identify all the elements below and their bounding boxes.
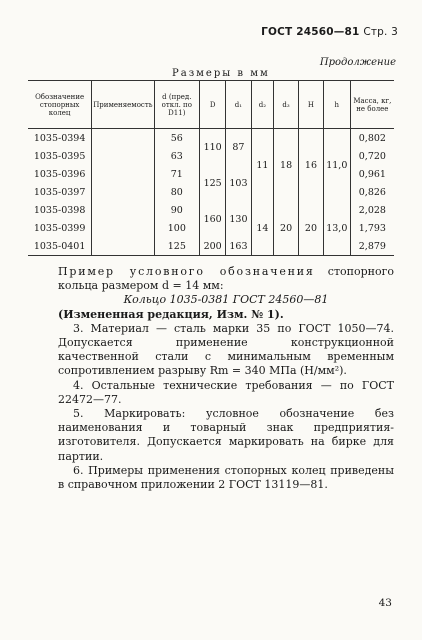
col-mass: Масса, кг, не более: [350, 81, 394, 129]
cell-d3: 18: [274, 129, 299, 202]
cell-D: 200: [200, 237, 226, 256]
col-applicability: Применяемость: [92, 81, 154, 129]
paragraph-5: 5. Маркировать: условное обозначение без наименования и товарный знак предприятия-изготовителя. Допускается маркировать на бирке для партии.: [58, 407, 394, 463]
cell-mass: 0,826: [350, 183, 394, 201]
cell-d: 56: [154, 129, 200, 148]
cell-d1: 103: [226, 165, 251, 201]
cell-designation: 1035-0397: [33, 186, 86, 198]
cell-mass: 2,028: [350, 201, 394, 219]
cell-designation: 1035-0395: [33, 150, 86, 162]
ring-dimensions-table: [28, 80, 394, 256]
table-header-row: [28, 81, 394, 129]
cell-designation: 1035-0394: [33, 132, 86, 144]
cell-D: 160: [200, 201, 226, 237]
table-row: [28, 201, 394, 219]
example-dim: d = 14 мм:: [162, 279, 224, 293]
cell-mass: 0,802: [350, 129, 394, 148]
cell-applicability: [92, 237, 154, 256]
paragraph-4: 4. Остальные технические требования — по ГОСТ 22472—77.: [58, 378, 394, 406]
paragraph-6: 6. Примеры применения стопорных колец приведены в справочном приложении 2 ГОСТ 13119—81.: [58, 463, 394, 492]
page-label: Стр. 3: [363, 26, 398, 38]
example-paragraph: [58, 265, 394, 293]
continuation-label: Продолжение: [319, 57, 396, 68]
cell-d1: 130: [226, 201, 251, 237]
col-h: h: [323, 81, 350, 129]
cell-applicability: [92, 219, 154, 237]
cell-d1: 87: [226, 129, 251, 166]
col-d: d (пред. откл. по D11): [154, 81, 200, 129]
cell-applicability: [92, 129, 154, 148]
cell-designation: 1035-0398: [33, 204, 86, 216]
cell-d: 100: [154, 219, 200, 237]
cell-applicability: [92, 201, 154, 219]
page-number: 43: [378, 597, 392, 609]
cell-applicability: [92, 165, 154, 183]
col-d2: d₂: [251, 81, 274, 129]
example-designation: Кольцо 1035-0381 ГОСТ 24560—81: [123, 293, 329, 307]
cell-d: 63: [154, 147, 200, 165]
col-D: D: [200, 81, 226, 129]
example-title: Пример условного обозначения: [58, 265, 315, 278]
cell-applicability: [92, 147, 154, 165]
cell-h: 13,0: [323, 201, 350, 256]
cell-mass: 1,793: [350, 219, 394, 237]
cell-D: 110: [200, 129, 226, 166]
cell-d2: 14: [251, 201, 274, 256]
cell-h: 11,0: [323, 129, 350, 202]
cell-designation: 1035-0401: [33, 240, 86, 252]
paragraph-3-text: 3. Материал — сталь марки 35 по ГОСТ 1050—74. Допускается применение конструкционной качественной стали с минимальным временным сопротивлением разрыву: [58, 321, 394, 378]
cell-mass: 2,879: [350, 237, 394, 256]
col-d1: d₁: [226, 81, 251, 129]
cell-d3: 20: [274, 201, 299, 256]
col-designation: Обозначение стопорных колец: [28, 81, 92, 129]
col-H: H: [299, 81, 324, 129]
cell-designation: 1035-0399: [33, 222, 86, 234]
cell-d: 90: [154, 201, 200, 219]
cell-d: 125: [154, 237, 200, 256]
cell-mass: 0,961: [350, 165, 394, 183]
example-rest: стопорного кольца размером: [58, 265, 395, 293]
cell-d: 80: [154, 183, 200, 201]
cell-D: 125: [200, 165, 226, 201]
cell-mass: 0,720: [350, 147, 394, 165]
cell-d: 71: [154, 165, 200, 183]
table-row: [28, 129, 394, 148]
edition-note: (Измененная редакция, Изм. № 1).: [58, 307, 284, 321]
col-d3: d₃: [274, 81, 299, 129]
cell-H: 16: [299, 129, 324, 202]
cell-H: 20: [299, 201, 324, 256]
cell-applicability: [92, 183, 154, 201]
body-text: [58, 265, 394, 492]
page-header: [261, 26, 398, 38]
dimensions-caption: Размеры в мм: [172, 68, 270, 79]
cell-designation: 1035-0396: [33, 168, 86, 180]
cell-d2: 11: [251, 129, 274, 202]
standard-code: ГОСТ 24560—81: [261, 26, 360, 38]
paragraph-3: [58, 322, 394, 379]
paragraph-3-rm: Rm = 340 МПа (Н/мм²).: [209, 364, 347, 378]
cell-d1: 163: [226, 237, 251, 256]
